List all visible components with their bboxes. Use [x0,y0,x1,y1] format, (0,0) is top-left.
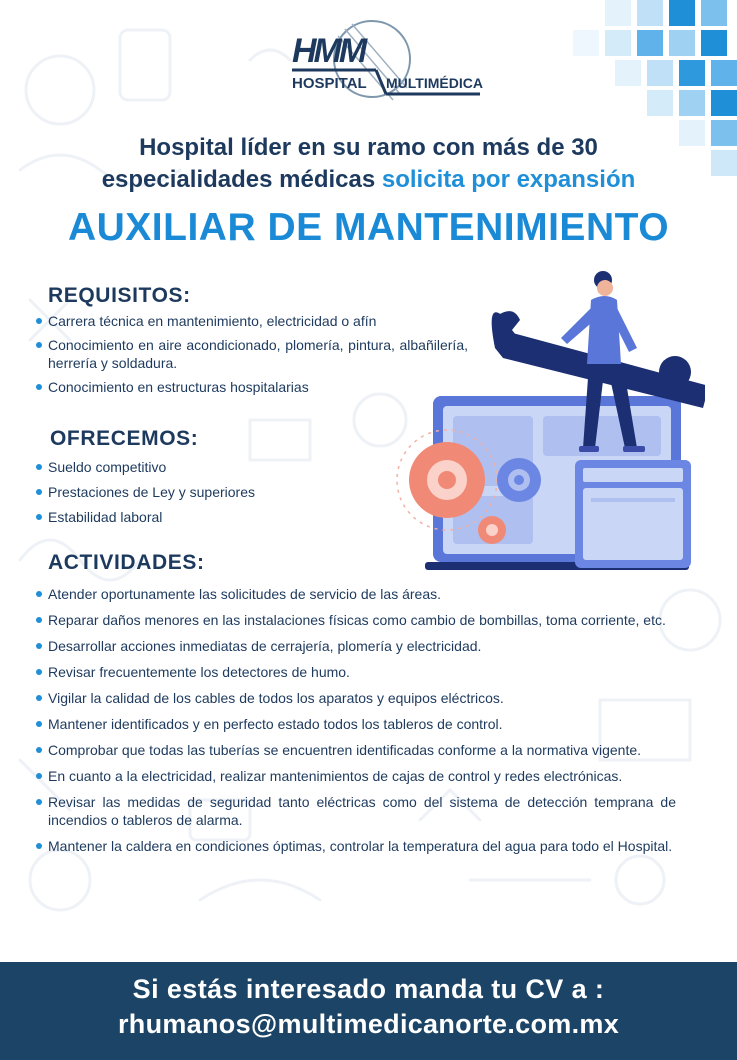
list-item: Reparar daños menores en las instalaciones físicas como cambio de bombillas, toma corriente, etc. [36,611,676,629]
ofrecemos-list [36,458,396,526]
headline-line2 [0,164,737,196]
headline-line1: Hospital líder en su ramo con más de 30 [139,134,598,161]
headline-line2-accent: solicita por expansión [381,166,636,193]
actividades-list [36,585,676,855]
footer-cta: Si estás interesado manda tu CV a : [132,974,605,1004]
actividades-title: ACTIVIDADES: [48,551,205,574]
gear-icon [497,458,541,502]
requisitos-title: REQUISITOS: [48,284,191,307]
list-item: Atender oportunamente las solicitudes de servicio de las áreas. [36,585,676,603]
contact-footer [0,962,737,1060]
ofrecemos-title: OFRECEMOS: [50,427,199,450]
logo-word-multimedica: MULTIMÉDICA [386,75,483,91]
list-item: Revisar las medidas de seguridad tanto eléctricas como del sistema de detección temprana de incendios o tableros de alarma. [36,793,676,829]
list-item: Conocimiento en estructuras hospitalarias [36,378,468,396]
headline [0,132,737,196]
list-item: Vigilar la calidad de los cables de todos los aparatos y equipos eléctricos. [36,689,676,707]
list-item: Desarrollar acciones inmediatas de cerrajería, plomería y electricidad. [36,637,676,655]
list-item: Mantener identificados y en perfecto estado todos los tableros de control. [36,715,676,733]
maintenance-illustration [395,268,705,578]
list-item: Conocimiento en aire acondicionado, plomería, pintura, albañilería, herrería y soldadura. [36,336,468,372]
hospital-logo [290,4,485,108]
list-item: Mantener la caldera en condiciones óptimas, controlar la temperatura del agua para todo el Hospital. [36,837,676,855]
logo-word-hospital: HOSPITAL [292,75,367,92]
list-item: Sueldo competitivo [36,458,396,476]
footer-email[interactable]: rhumanos@multimedicanorte.com.mx [117,1009,620,1039]
headline-line2-dark: especialidades médicas [101,166,376,193]
list-item: Prestaciones de Ley y superiores [36,483,396,501]
logo-mark: HMM [292,32,365,70]
list-item: Comprobar que todas las tuberías se encuentren identificadas conforme a la normativa vigente. [36,741,676,759]
list-item: Estabilidad laboral [36,508,396,526]
list-item: Carrera técnica en mantenimiento, electricidad o afín [36,312,468,330]
job-title: AUXILIAR DE MANTENIMIENTO [67,206,670,249]
list-item: Revisar frecuentemente los detectores de humo. [36,663,676,681]
gear-icon [478,516,506,544]
list-item: En cuanto a la electricidad, realizar mantenimientos de cajas de control y redes electrónicas. [36,767,676,785]
